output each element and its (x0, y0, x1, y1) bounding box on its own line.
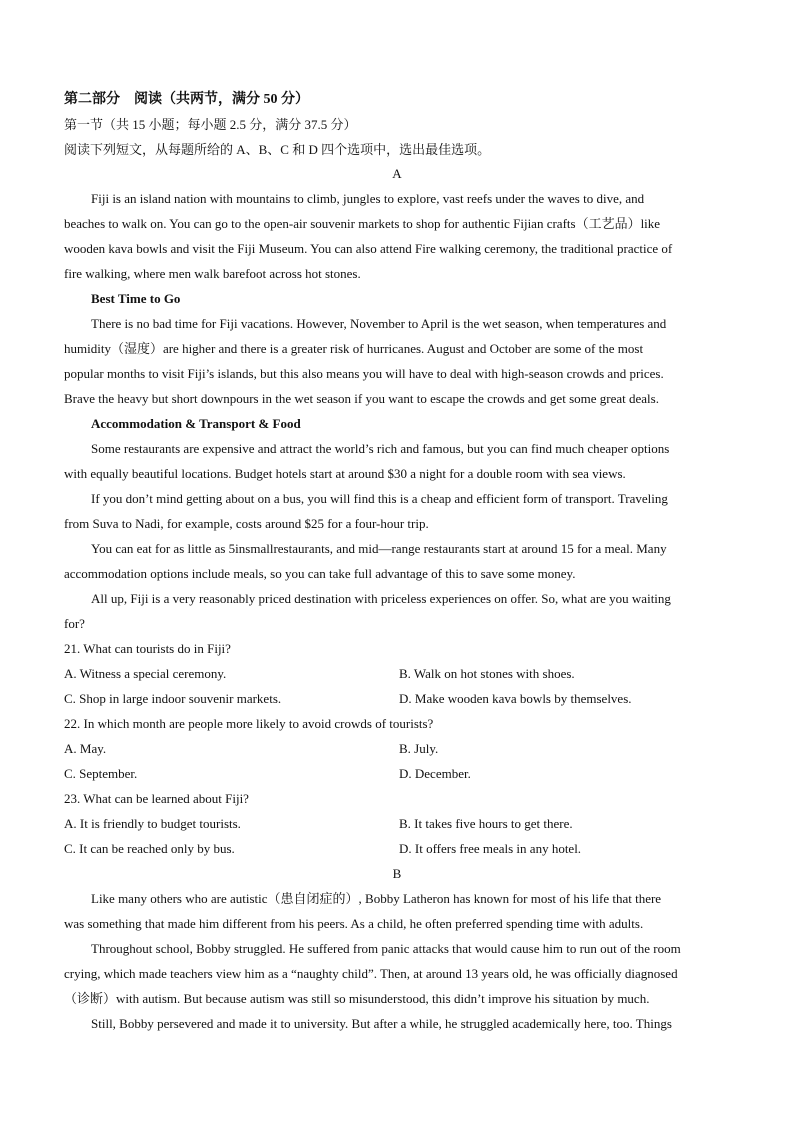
instruction: 阅读下列短文，从每题所给的 A、B、C 和 D 四个选项中，选出最佳选项。 (64, 142, 491, 157)
passage-a-line: popular months to visit Fiji’s islands, but this also means you will have to deal with high-season crowds and prices. (64, 366, 664, 381)
question-22-option-d: D. December. (399, 766, 471, 781)
section-title: 第一节（共 15 小题；每小题 2.5 分，满分 37.5 分） (64, 117, 357, 132)
passage-b-line: Throughout school, Bobby struggled. He suffered from panic attacks that would cause him to run out of the room (91, 941, 681, 956)
question-23-option-b: B. It takes five hours to get there. (399, 816, 573, 831)
question-23-option-d: D. It offers free meals in any hotel. (399, 841, 582, 856)
passage-a-line: from Suva to Nadi, for example, costs around $25 for a four-hour trip. (64, 516, 429, 531)
passage-a-line: Some restaurants are expensive and attract the world’s rich and famous, but you can find much cheaper options (91, 441, 670, 456)
passage-a-line: with equally beautiful locations. Budget hotels start at around $30 a night for a double room with sea views. (64, 466, 626, 481)
question-21-option-d: D. Make wooden kava bowls by themselves. (399, 691, 632, 706)
question-22-option-b: B. July. (399, 741, 439, 756)
passage-b-line: crying, which made teachers view him as a “naughty child”. Then, at around 13 years old, he was officially diagnosed (64, 966, 678, 981)
passage-b-line: Like many others who are autistic（患自闭症的）, Bobby Latheron has known for most of his life that there (91, 891, 662, 906)
passage-a-label: A (392, 166, 402, 181)
passage-a-line: If you don’t mind getting about on a bus, you will find this is a cheap and efficient form of transport. Traveling (91, 491, 668, 506)
passage-a-line: fire walking, where men walk barefoot across hot stones. (64, 266, 361, 281)
question-21-option-c: C. Shop in large indoor souvenir markets. (64, 691, 282, 706)
passage-a-line: Brave the heavy but short downpours in the wet season if you want to escape the crowds and get some great deals. (64, 391, 659, 406)
passage-b-line: was something that made him different from his peers. As a child, he often preferred spending time with adults. (64, 916, 644, 931)
part-title: 第二部分 阅读（共两节，满分 50 分） (64, 92, 309, 107)
passage-a-line: accommodation options include meals, so you can take full advantage of this to save some money. (64, 566, 576, 581)
passage-a-line: All up, Fiji is a very reasonably priced destination with priceless experiences on offer. So, what are you waiting (91, 591, 671, 606)
subheading-best-time: Best Time to Go (91, 291, 181, 306)
question-22-option-c: C. September. (64, 766, 138, 781)
question-21-option-a: A. Witness a special ceremony. (64, 666, 227, 681)
question-22-option-a: A. May. (64, 741, 107, 756)
question-21-stem: 21. What can tourists do in Fiji? (64, 641, 231, 656)
question-22-stem: 22. In which month are people more likely to avoid crowds of tourists? (64, 716, 434, 731)
passage-a-line: humidity（湿度）are higher and there is a greater risk of hurricanes. August and October are some of the most (64, 341, 644, 356)
passage-a-line: for? (64, 616, 85, 631)
passage-a-line: beaches to walk on. You can go to the open-air souvenir markets to shop for authentic Fijian crafts（工艺品）like (64, 216, 661, 231)
question-21-option-b: B. Walk on hot stones with shoes. (399, 666, 575, 681)
question-23-option-c: C. It can be reached only by bus. (64, 841, 235, 856)
passage-a-line: You can eat for as little as 5insmallrestaurants, and mid—range restaurants start at around 15 for a meal. Many (91, 541, 667, 556)
passage-a-line: There is no bad time for Fiji vacations. However, November to April is the wet season, when temperatures and (91, 316, 667, 331)
passage-a-line: Fiji is an island nation with mountains to climb, jungles to explore, vast reefs under the waves to dive, and (91, 191, 645, 206)
passage-b-line: （诊断）with autism. But because autism was still so misunderstood, this didn’t improve his situation by much. (64, 991, 650, 1006)
passage-b-label: B (392, 866, 402, 881)
passage-a-line: wooden kava bowls and visit the Fiji Museum. You can also attend Fire walking ceremony, the traditional practice of (64, 241, 673, 256)
subheading-accommodation: Accommodation & Transport & Food (91, 416, 301, 431)
passage-b-line: Still, Bobby persevered and made it to university. But after a while, he struggled academically here, too. Things (91, 1016, 672, 1031)
question-23-stem: 23. What can be learned about Fiji? (64, 791, 249, 806)
question-23-option-a: A. It is friendly to budget tourists. (64, 816, 241, 831)
